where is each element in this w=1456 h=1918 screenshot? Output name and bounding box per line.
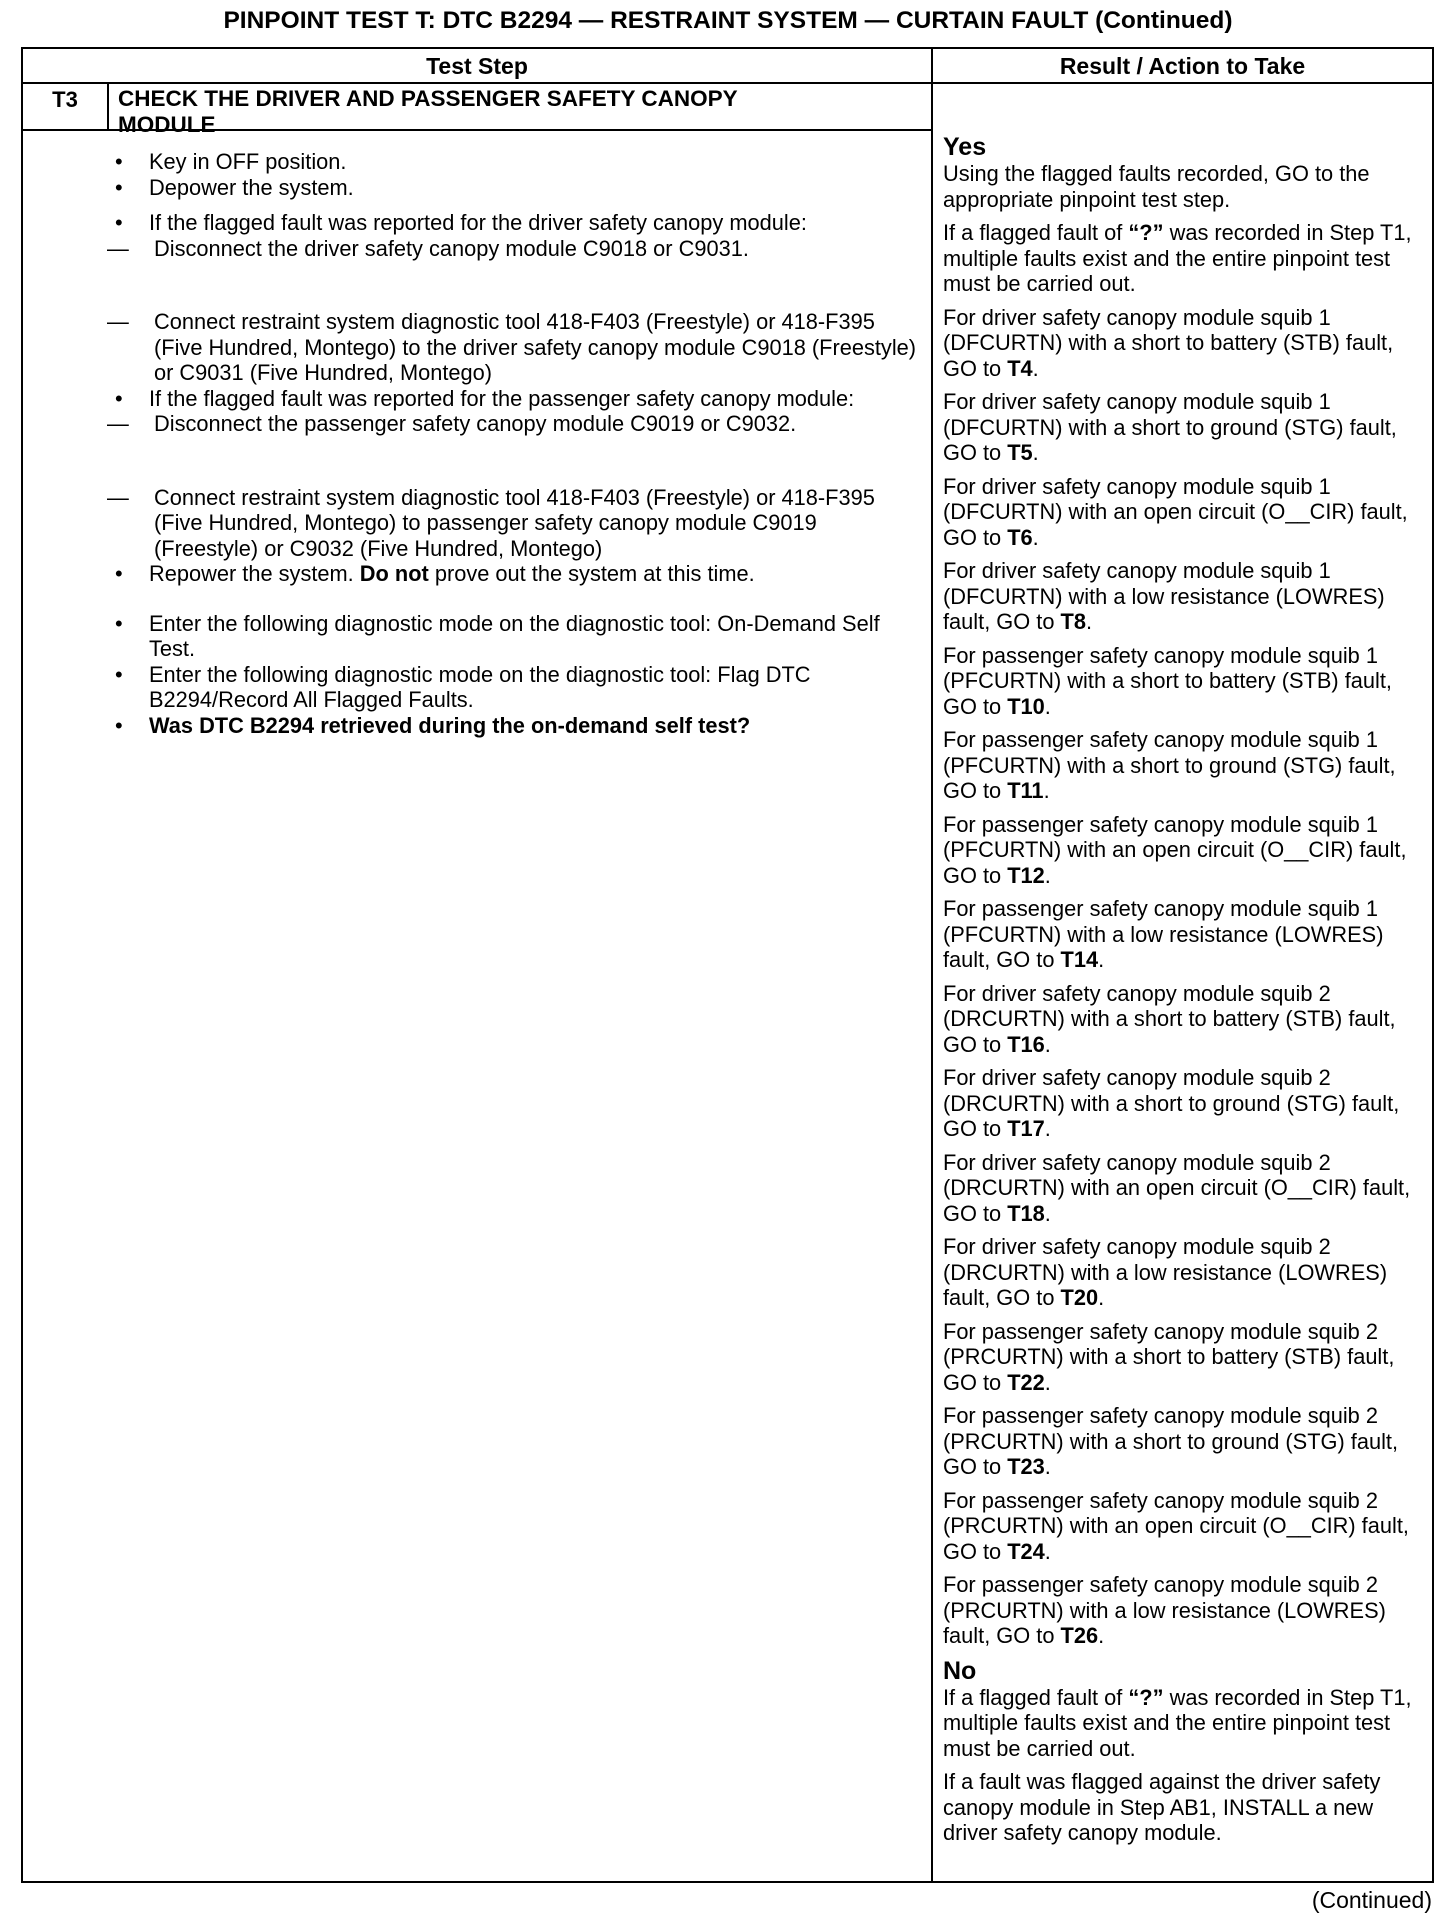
result-item: For passenger safety canopy module squib 2 (PRCURTN) with a short to battery (STB) fault, GO to T22. — [943, 1318, 1395, 1395]
result-item: For driver safety canopy module squib 1 (DFCURTN) with an open circuit (O__CIR) fault, GO to T6. — [943, 473, 1408, 550]
result-paragraph: Using the flagged faults recorded, GO to the appropriate pinpoint test step. — [943, 161, 1370, 212]
result-paragraph: If a fault was flagged against the driver safety canopy module in Step AB1, INSTALL a new driver safety canopy module. — [943, 1769, 1381, 1845]
go-to-step-link[interactable]: T14 — [1060, 947, 1099, 972]
result-paragraph: If a flagged fault of “?” was recorded in Step T1, multiple faults exist and the entire pinpoint test must be carried out. — [943, 1684, 1412, 1761]
result-paragraph: If a flagged fault of “?” was recorded in Step T1, multiple faults exist and the entire pinpoint test must be carried out. — [943, 220, 1412, 296]
list-item: • Repower the system. Do not prove out the system at this time. — [115, 561, 755, 586]
list-item: • Enter the following diagnostic mode on the diagnostic tool: On-Demand Self Test. — [115, 610, 880, 661]
list-item: • If the flagged fault was reported for the passenger safety canopy module: — [115, 385, 855, 411]
go-to-step-link[interactable]: T12 — [1007, 862, 1045, 888]
header-test-step: Test Step — [426, 53, 528, 79]
go-to-step-link[interactable]: T6 — [1007, 524, 1033, 550]
result-item: For passenger safety canopy module squib 2 (PRCURTN) with a short to ground (STG) fault, GO to T23. — [943, 1403, 1399, 1479]
yes-heading: Yes — [943, 133, 987, 161]
list-item: • Key in OFF position. — [115, 149, 347, 174]
sub-list-item: — Connect restraint system diagnostic tool 418-F403 (Freestyle) or 418-F395 (Five Hundred, Montego) to the driver safety canopy module C9018 (Freestyle) or C9031 (Five Hundred, Montego) — [107, 309, 917, 385]
result-item: For driver safety canopy module squib 2 (DRCURTN) with a short to battery (STB) fault, GO to T16. — [943, 980, 1396, 1057]
step-number-divider — [107, 83, 109, 129]
go-to-step-link[interactable]: T8 — [1060, 609, 1086, 634]
result-action-column — [943, 133, 1423, 1854]
result-item: For passenger safety canopy module squib 1 (PFCURTN) with a short to ground (STG) fault, GO to T11. — [943, 727, 1396, 803]
sub-list-item: — Disconnect the driver safety canopy module C9018 or C9031. — [107, 235, 749, 261]
go-to-step-link[interactable]: T23 — [1007, 1454, 1045, 1479]
result-item: For driver safety canopy module squib 1 (DFCURTN) with a low resistance (LOWRES) fault, GO to T8. — [943, 558, 1385, 634]
result-item: For driver safety canopy module squib 1 (DFCURTN) with a short to ground (STG) fault, GO to T5. — [943, 389, 1397, 465]
go-to-step-link[interactable]: T22 — [1007, 1369, 1045, 1395]
go-to-step-link[interactable]: T17 — [1007, 1116, 1045, 1141]
go-to-step-link[interactable]: T16 — [1007, 1031, 1045, 1057]
go-to-step-link[interactable]: T10 — [1007, 693, 1045, 719]
result-item: For driver safety canopy module squib 2 (DRCURTN) with a low resistance (LOWRES) fault, GO to T20. — [943, 1234, 1388, 1310]
sub-list-item: — Connect restraint system diagnostic tool 418-F403 (Freestyle) or 418-F395 (Five Hundred, Montego) to passenger safety canopy module C9019 (Freestyle) or C9032 (Five Hundred, Montego) — [107, 484, 875, 561]
list-item: • Depower the system. — [115, 174, 354, 200]
page-title: PINPOINT TEST T: DTC B2294 — RESTRAINT SYSTEM — CURTAIN FAULT (Continued) — [223, 7, 1233, 34]
result-item: For driver safety canopy module squib 2 (DRCURTN) with an open circuit (O__CIR) fault, GO to T18. — [943, 1149, 1411, 1226]
list-item: • If the flagged fault was reported for the driver safety canopy module: — [115, 210, 807, 235]
no-heading: No — [943, 1656, 977, 1685]
go-to-step-link[interactable]: T20 — [1060, 1285, 1099, 1310]
go-to-step-link[interactable]: T5 — [1007, 440, 1033, 465]
pinpoint-test-table — [21, 47, 1434, 1883]
list-item: • Enter the following diagnostic mode on the diagnostic tool: Flag DTC B2294/Record All Flagged Faults. — [115, 661, 811, 712]
header-result-action: Result / Action to Take — [1059, 53, 1306, 79]
result-items — [943, 305, 1423, 1649]
go-to-step-link[interactable]: T24 — [1007, 1538, 1045, 1564]
question-item: • Was DTC B2294 retrieved during the on-demand self test? — [115, 712, 751, 738]
go-to-step-link[interactable]: T26 — [1060, 1623, 1099, 1648]
result-item: For driver safety canopy module squib 2 (DRCURTN) with a short to ground (STG) fault, GO to T17. — [943, 1065, 1400, 1141]
result-item: For passenger safety canopy module squib 2 (PRCURTN) with a low resistance (LOWRES) fault, GO to T26. — [943, 1572, 1386, 1648]
result-item: For driver safety canopy module squib 1 (DFCURTN) with a short to battery (STB) fault, GO to T4. — [943, 304, 1394, 381]
go-to-step-link[interactable]: T4 — [1007, 355, 1033, 381]
sub-list-item: — Disconnect the passenger safety canopy module C9019 or C9032. — [107, 411, 797, 436]
test-step-instructions — [103, 149, 918, 738]
column-divider — [931, 49, 933, 1881]
result-item: For passenger safety canopy module squib 1 (PFCURTN) with a short to battery (STB) fault, GO to T10. — [943, 642, 1392, 719]
go-to-step-link[interactable]: T11 — [1007, 778, 1044, 803]
result-item: For passenger safety canopy module squib 1 (PFCURTN) with a low resistance (LOWRES) fault, GO to T14. — [943, 896, 1384, 972]
step-number: T3 — [52, 87, 78, 112]
result-item: For passenger safety canopy module squib 1 (PFCURTN) with an open circuit (O__CIR) fault, GO to T12. — [943, 811, 1407, 888]
step-title: CHECK THE DRIVER AND PASSENGER SAFETY CANOPY MODULE — [118, 86, 738, 137]
result-item: For passenger safety canopy module squib 2 (PRCURTN) with an open circuit (O__CIR) fault, GO to T24. — [943, 1487, 1409, 1564]
continued-label: (Continued) — [1311, 1887, 1432, 1913]
go-to-step-link[interactable]: T18 — [1007, 1200, 1045, 1226]
